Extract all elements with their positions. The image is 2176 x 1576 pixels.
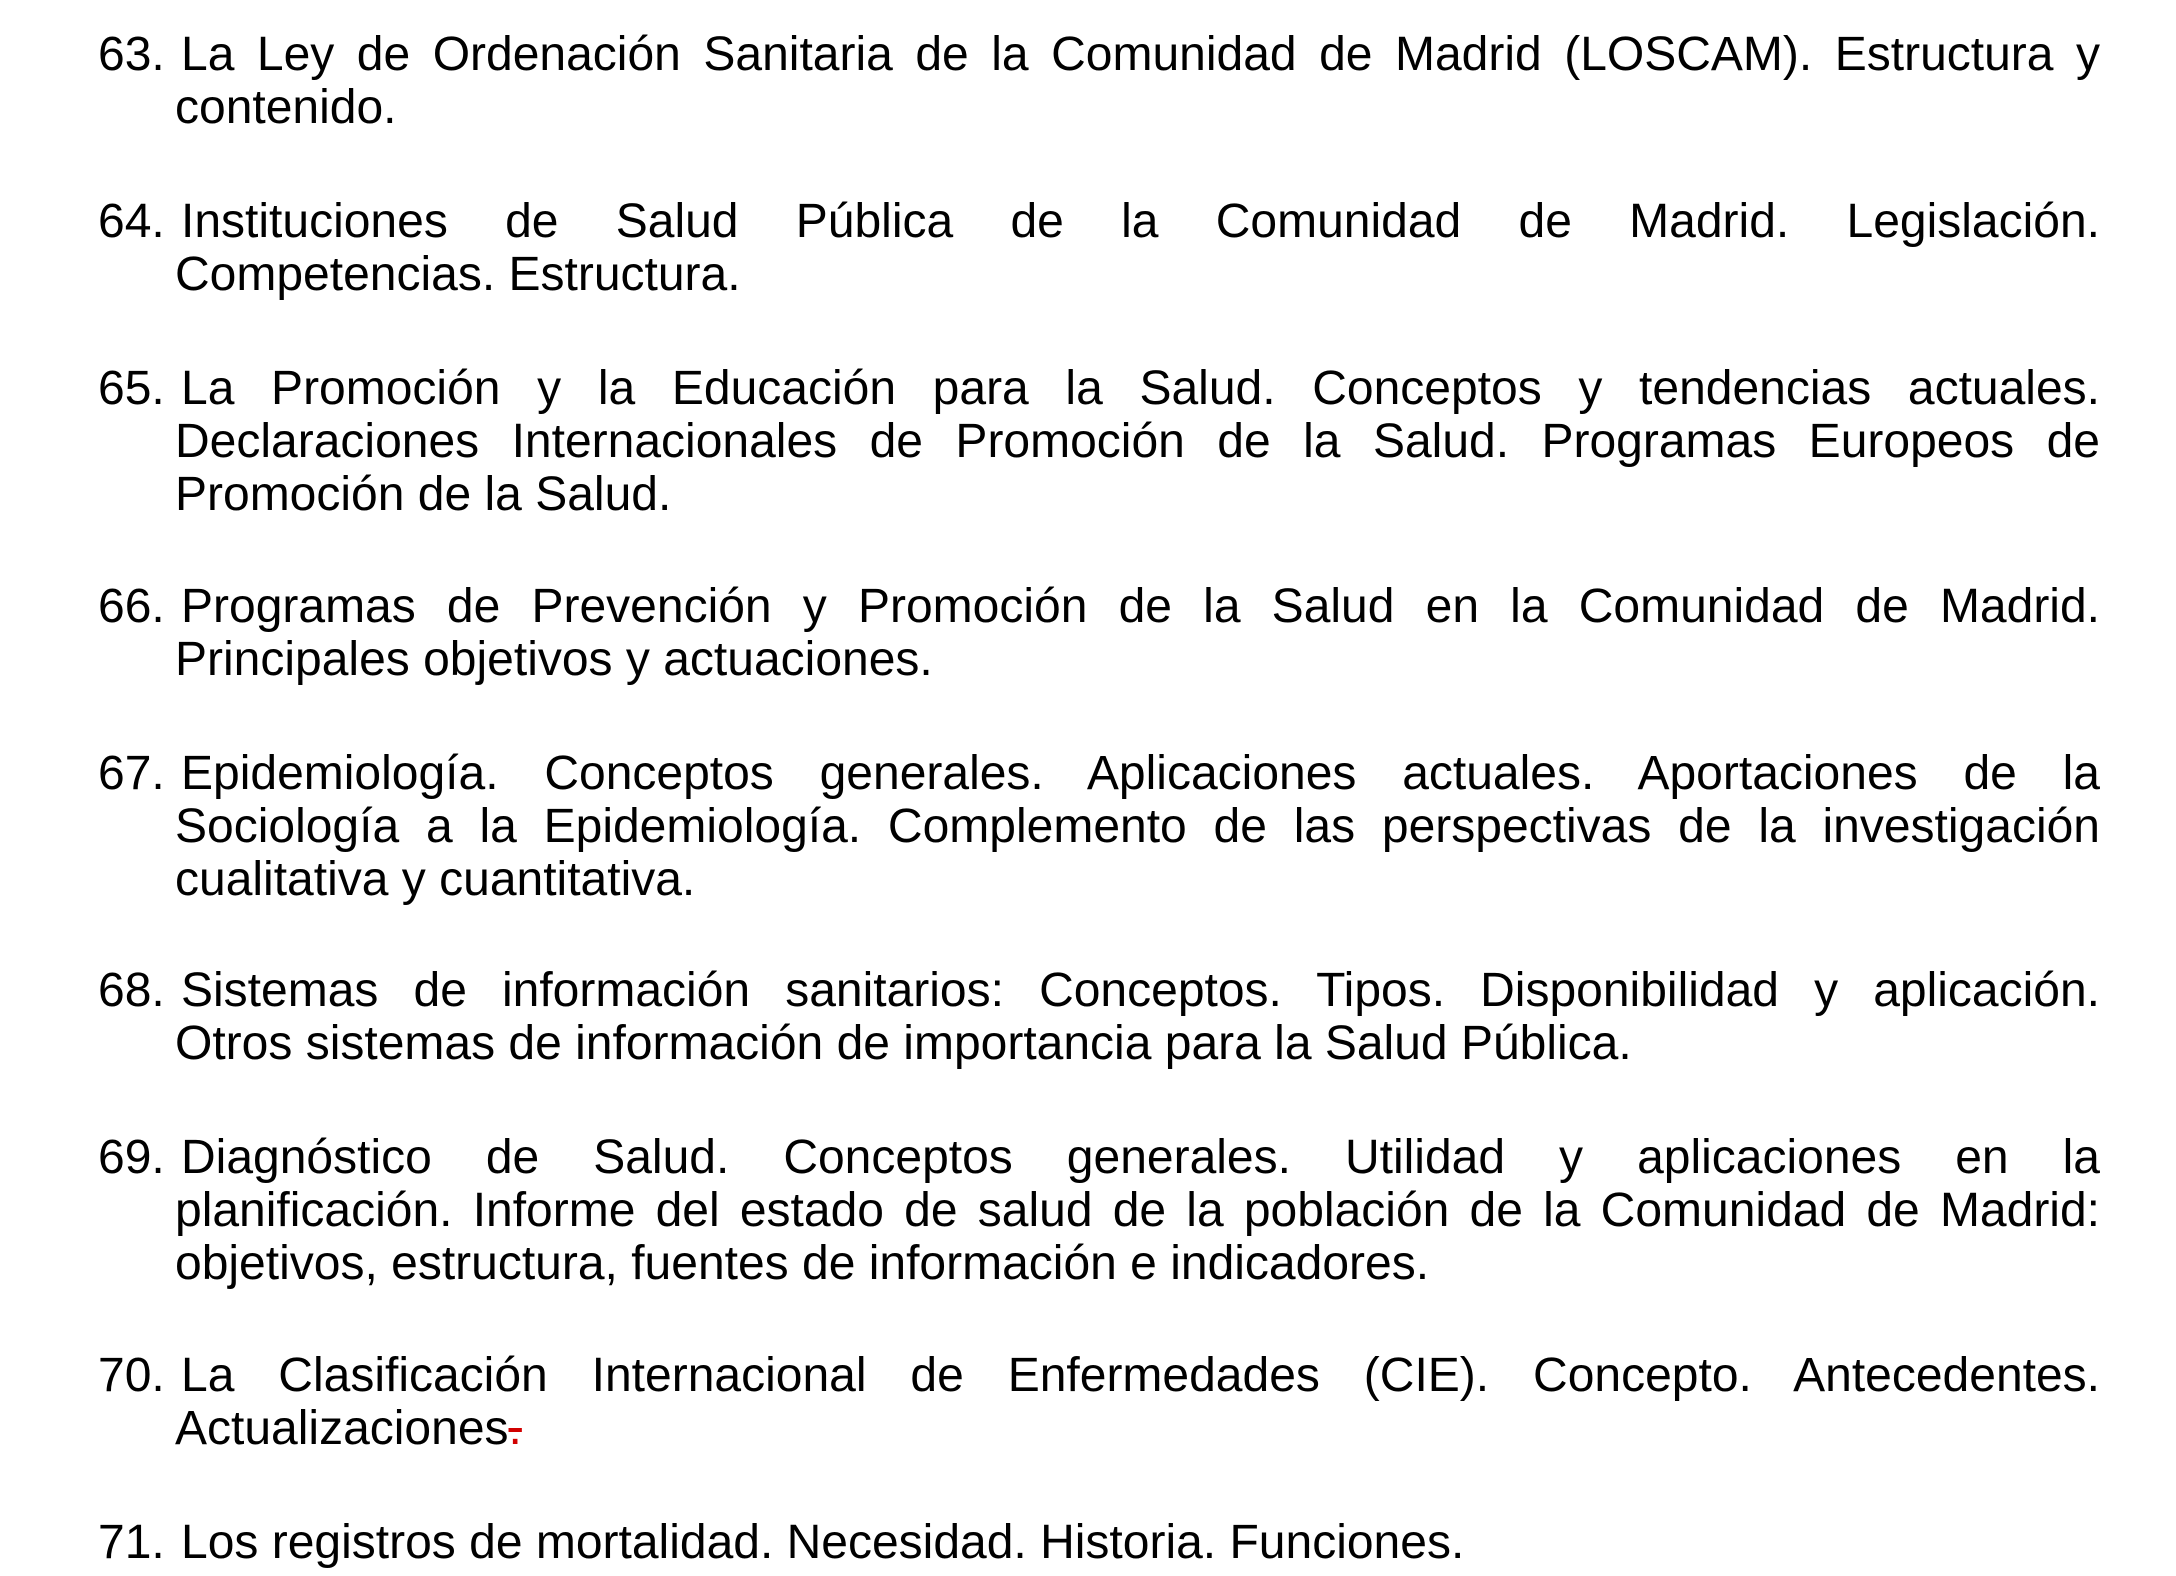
- item-number: 65.: [98, 362, 165, 415]
- item-text-line: Declaraciones Internacionales de Promoción de la Salud. Programas Europeos de: [175, 415, 2100, 468]
- list-item-69: [98, 1131, 2100, 1290]
- item-text-line: Los registros de mortalidad. Necesidad. Historia. Funciones.: [181, 1516, 1465, 1569]
- list-item-70: [98, 1349, 2100, 1455]
- item-text-line: Sistemas de información sanitarios: Conceptos. Tipos. Disponibilidad y aplicación.: [181, 964, 2100, 1017]
- item-text-line: [175, 1402, 2100, 1455]
- item-text-line: Programas de Prevención y Promoción de la Salud en la Comunidad de Madrid.: [181, 580, 2100, 633]
- item-number: 67.: [98, 747, 165, 800]
- item-text-line: La Promoción y la Educación para la Salud. Conceptos y tendencias actuales.: [181, 362, 2100, 415]
- item-number: 70.: [98, 1349, 165, 1402]
- item-text-line: Otros sistemas de información de importancia para la Salud Pública.: [175, 1017, 1632, 1070]
- item-text-line: Promoción de la Salud.: [175, 468, 672, 521]
- item-text-line: Instituciones de Salud Pública de la Comunidad de Madrid. Legislación.: [181, 195, 2100, 248]
- list-item-67: [98, 747, 2100, 906]
- item-text-line: Diagnóstico de Salud. Conceptos generales. Utilidad y aplicaciones en la: [181, 1131, 2100, 1184]
- item-text-line: La Ley de Ordenación Sanitaria de la Comunidad de Madrid (LOSCAM). Estructura y: [181, 28, 2100, 81]
- list-item-64: [98, 195, 2100, 301]
- list-item-68: [98, 964, 2100, 1070]
- item-number: 64.: [98, 195, 165, 248]
- item-text-line: Principales objetivos y actuaciones.: [175, 633, 933, 686]
- item-text-line: contenido.: [175, 81, 397, 134]
- list-item-71: [98, 1516, 2100, 1569]
- list-item-66: [98, 580, 2100, 686]
- item-text-line: planificación. Informe del estado de salud de la población de la Comunidad de Madrid:: [175, 1184, 2100, 1237]
- item-text-line: objetivos, estructura, fuentes de información e indicadores.: [175, 1237, 1430, 1290]
- item-text-line: cualitativa y cuantitativa.: [175, 853, 696, 906]
- item-number: 66.: [98, 580, 165, 633]
- list-item-63: [98, 28, 2100, 134]
- item-number: 71.: [98, 1516, 165, 1569]
- item-number: 69.: [98, 1131, 165, 1184]
- item-text-fragment: Actualizaciones: [175, 1402, 509, 1455]
- item-text-line: Competencias. Estructura.: [175, 248, 741, 301]
- tracked-deletion-mark: .: [508, 1402, 522, 1455]
- item-text-line: Sociología a la Epidemiología. Complemento de las perspectivas de la investigación: [175, 800, 2100, 853]
- item-number: 68.: [98, 964, 165, 1017]
- item-text-line: Epidemiología. Conceptos generales. Aplicaciones actuales. Aportaciones de la: [181, 747, 2100, 800]
- item-text-line: La Clasificación Internacional de Enfermedades (CIE). Concepto. Antecedentes.: [181, 1349, 2100, 1402]
- item-number: 63.: [98, 28, 165, 81]
- list-item-65: [98, 362, 2100, 521]
